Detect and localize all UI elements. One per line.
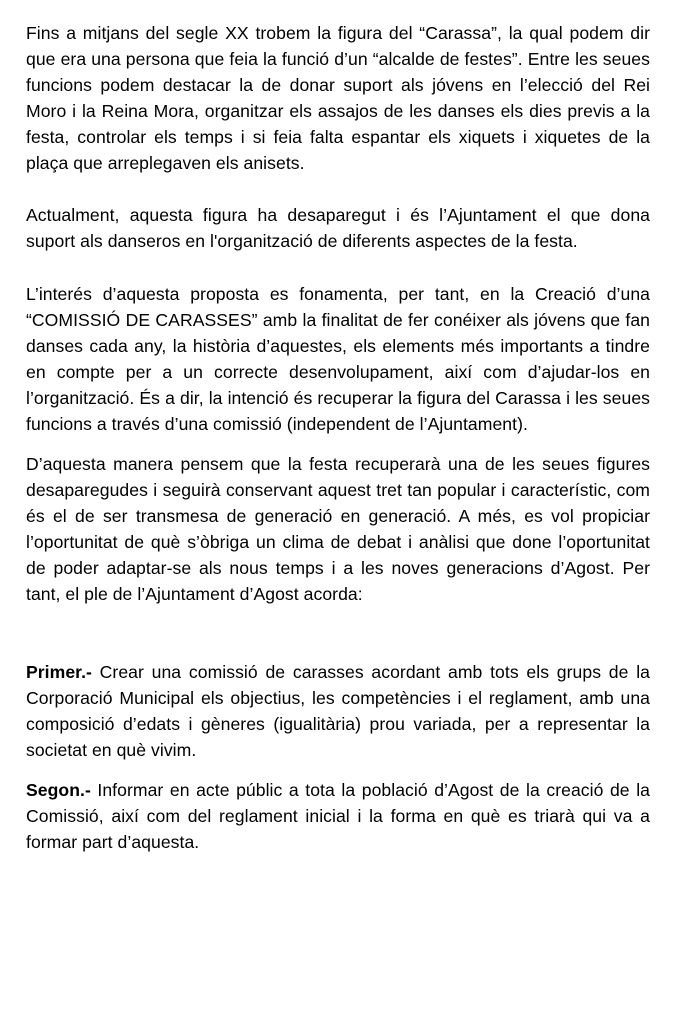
resolution-second-label: Segon.- xyxy=(26,780,91,800)
paragraph-carassa-history: Fins a mitjans del segle XX trobem la figura del “Carassa”, la qual podem dir que era una persona que feia la funció d’un “alcalde de festes”. Entre les seues funcions podem destacar la de donar suport als jóvens en l’elecció del Rei Moro i la Reina Mora, organitzar els assajos de les danses els dies previs a la festa, controlar els temps i si feia falta espantar els xiquets i xiquetes de la plaça que arreplegaven els anisets. xyxy=(26,23,650,173)
paragraph-proposal-interest: L’interés d’aquesta proposta es fonamenta, per tant, en la Creació d’una “COMISSIÓ DE CARASSES” amb la finalitat de fer conéixer als jóvens que fan danses cada any, la història d’aquestes, els elements més importants a tindre en compte per a un correcte desenvolupament, així com d’ajudar-los en l’organització. És a dir, la intenció és recuperar la figura del Carassa i les seues funcions a través d’una comissió (independent de l’Ajuntament). xyxy=(26,284,650,434)
resolution-second xyxy=(26,777,650,855)
resolution-second-text: Informar en acte públic a tota la població d’Agost de la creació de la Comissió, així com del reglament inicial i la forma en què es triarà qui va a formar part d’aquesta. xyxy=(26,780,650,852)
document-page xyxy=(26,20,650,855)
resolution-first xyxy=(26,659,650,763)
resolution-first-label: Primer.- xyxy=(26,662,92,682)
paragraph-current-situation: Actualment, aquesta figura ha desaparegut i és l’Ajuntament el que dona suport als danseros en l'organització de diferents aspectes de la festa. xyxy=(26,205,650,251)
paragraph-proposal-benefits: D’aquesta manera pensem que la festa recuperarà una de les seues figures desaparegudes i seguirà conservant aquest tret tan popular i característic, com és el de ser transmesa de generació en generació. A més, es vol propiciar l’oportunitat de què s’òbriga un clima de debat i anàlisi que done l’oportunitat de poder adaptar-se als nous temps i a les noves generacions d’Agost. Per tant, el ple de l’Ajuntament d’Agost acorda: xyxy=(26,454,650,604)
resolution-first-text: Crear una comissió de carasses acordant amb tots els grups de la Corporació Municipal els objectius, les competències i el reglament, amb una composició d’edats i gèneres (igualitària) prou variada, per a representar la societat en què vivim. xyxy=(26,662,650,760)
